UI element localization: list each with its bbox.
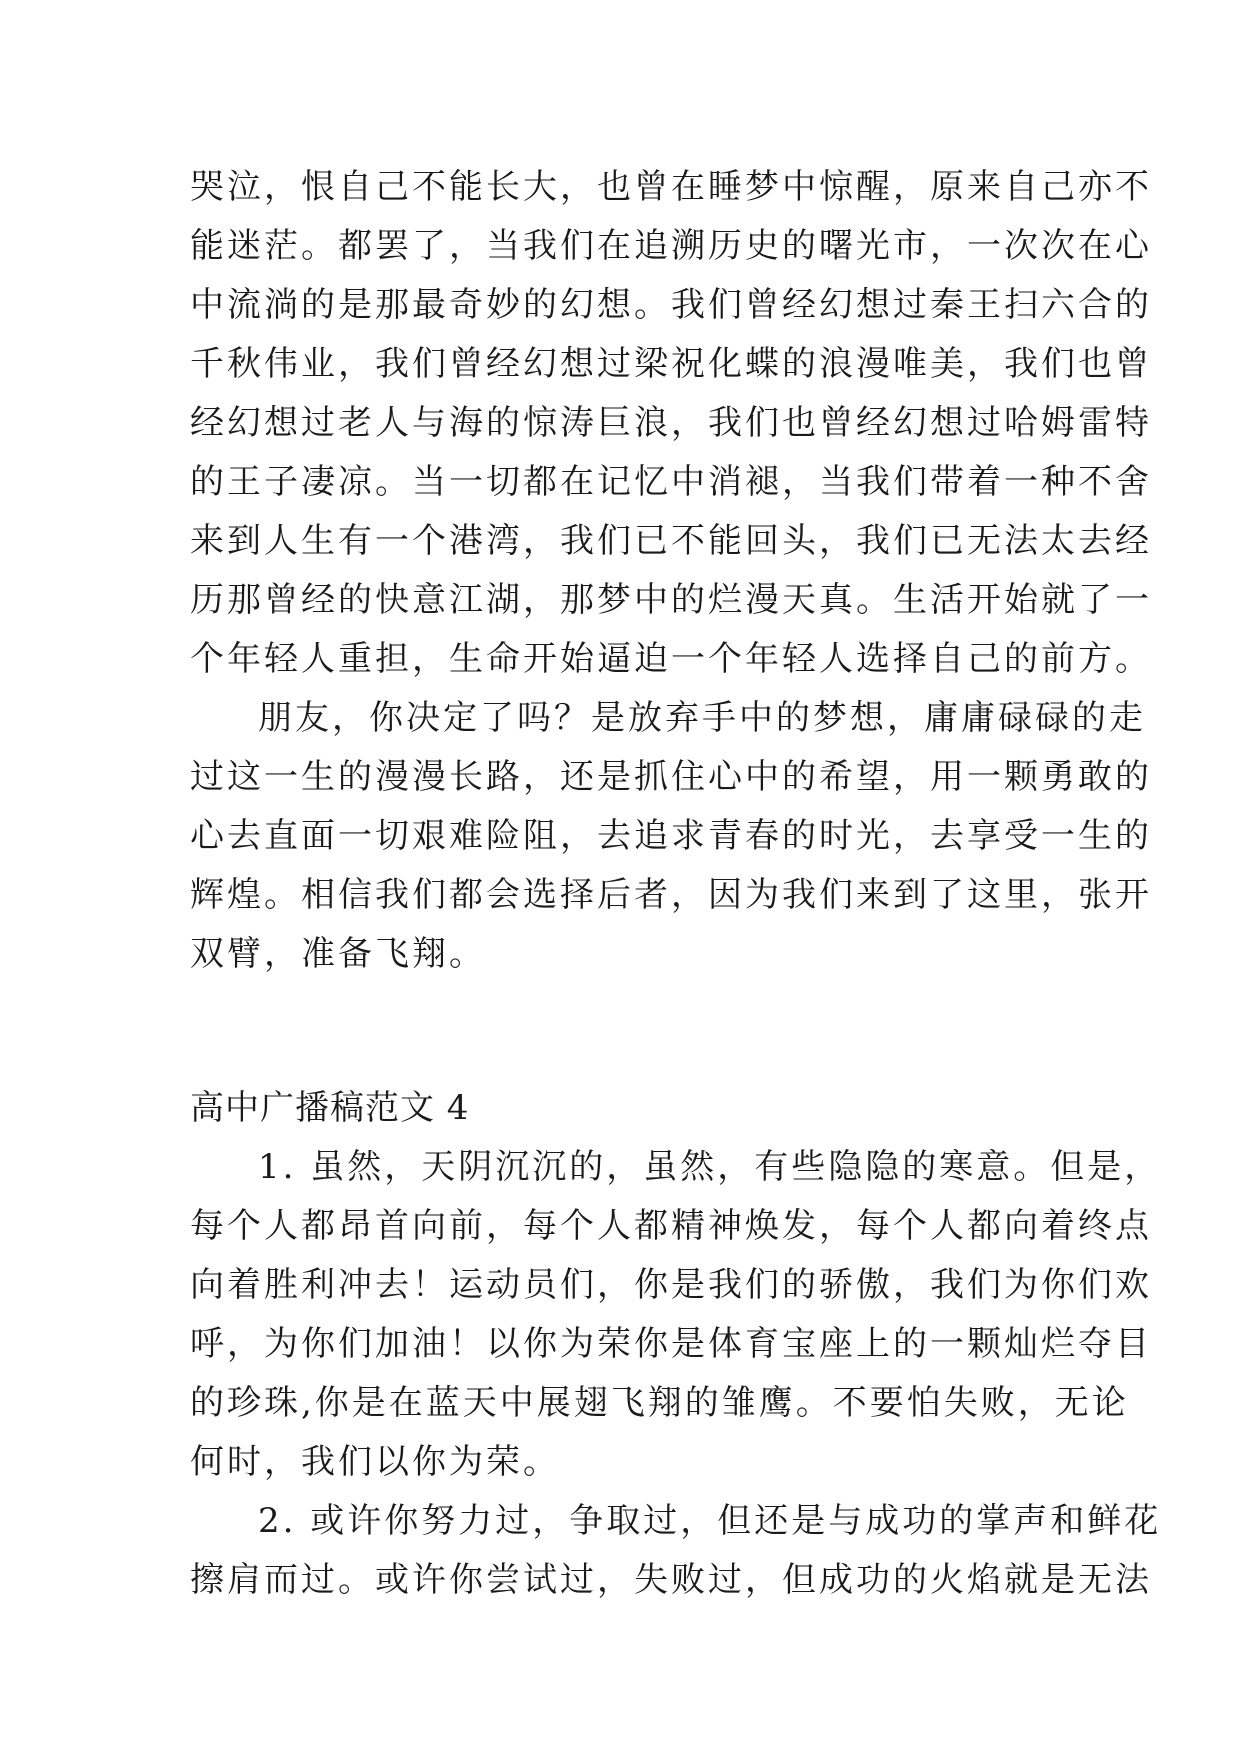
text-line: 向着胜利冲去！运动员们，你是我们的骄傲，我们为你们欢: [190, 1265, 1152, 1305]
paragraph-continuation: [190, 158, 1152, 689]
text-line: 千秋伟业，我们曾经幻想过梁祝化蝶的浪漫唯美，我们也曾: [190, 344, 1152, 384]
text-line: 的王子凄凉。当一切都在记忆中消褪，当我们带着一种不舍: [190, 462, 1152, 502]
text-line: 过这一生的漫漫长路，还是抓住心中的希望，用一颗勇敢的: [190, 757, 1152, 797]
text-line: 每个人都昂首向前，每个人都精神焕发，每个人都向着终点: [190, 1206, 1152, 1246]
text-line: 擦肩而过。或许你尝试过，失败过，但成功的火焰就是无法: [190, 1560, 1152, 1600]
text-line: 哭泣，恨自己不能长大，也曾在睡梦中惊醒，原来自己亦不: [190, 167, 1152, 207]
text-line: 中流淌的是那最奇妙的幻想。我们曾经幻想过秦王扫六合的: [190, 285, 1152, 325]
text-line: 朋友，你决定了吗？是放弃手中的梦想，庸庸碌碌的走: [258, 698, 1146, 738]
text-line: 的珍珠,你是在蓝天中展翅飞翔的雏鹰。不要怕失败，无论: [190, 1383, 1129, 1423]
section-heading: 高中广播稿范文 4: [190, 1088, 470, 1128]
text-line: 历那曾经的快意江湖，那梦中的烂漫天真。生活开始就了一: [190, 580, 1152, 620]
list-item-2: [190, 1492, 1162, 1610]
text-line: 心去直面一切艰难险阻，去追求青春的时光，去享受一生的: [190, 816, 1152, 856]
paragraph-friend: [190, 689, 1152, 984]
text-line: 呼，为你们加油！以你为荣你是体育宝座上的一颗灿烂夺目: [190, 1324, 1152, 1364]
text-line: 2. 或许你努力过，争取过，但还是与成功的掌声和鲜花: [258, 1501, 1162, 1541]
text-line: 辉煌。相信我们都会选择后者，因为我们来到了这里，张开: [190, 875, 1152, 915]
text-line: 能迷茫。都罢了，当我们在追溯历史的曙光市，一次次在心: [190, 226, 1152, 266]
text-line: 个年轻人重担，生命开始逼迫一个年轻人选择自己的前方。: [190, 639, 1152, 679]
section-gap: [190, 984, 1070, 1079]
list-item-1: [190, 1138, 1162, 1492]
text-line: 何时，我们以你为荣。: [190, 1442, 560, 1482]
text-line: 经幻想过老人与海的惊涛巨浪，我们也曾经幻想过哈姆雷特: [190, 403, 1152, 443]
document-body: [190, 158, 1162, 1610]
text-line: 来到人生有一个港湾，我们已不能回头，我们已无法太去经: [190, 521, 1152, 561]
text-line: 双臂，准备飞翔。: [190, 934, 486, 974]
text-line: 1. 虽然，天阴沉沉的，虽然，有些隐隐的寒意。但是，: [258, 1147, 1162, 1187]
